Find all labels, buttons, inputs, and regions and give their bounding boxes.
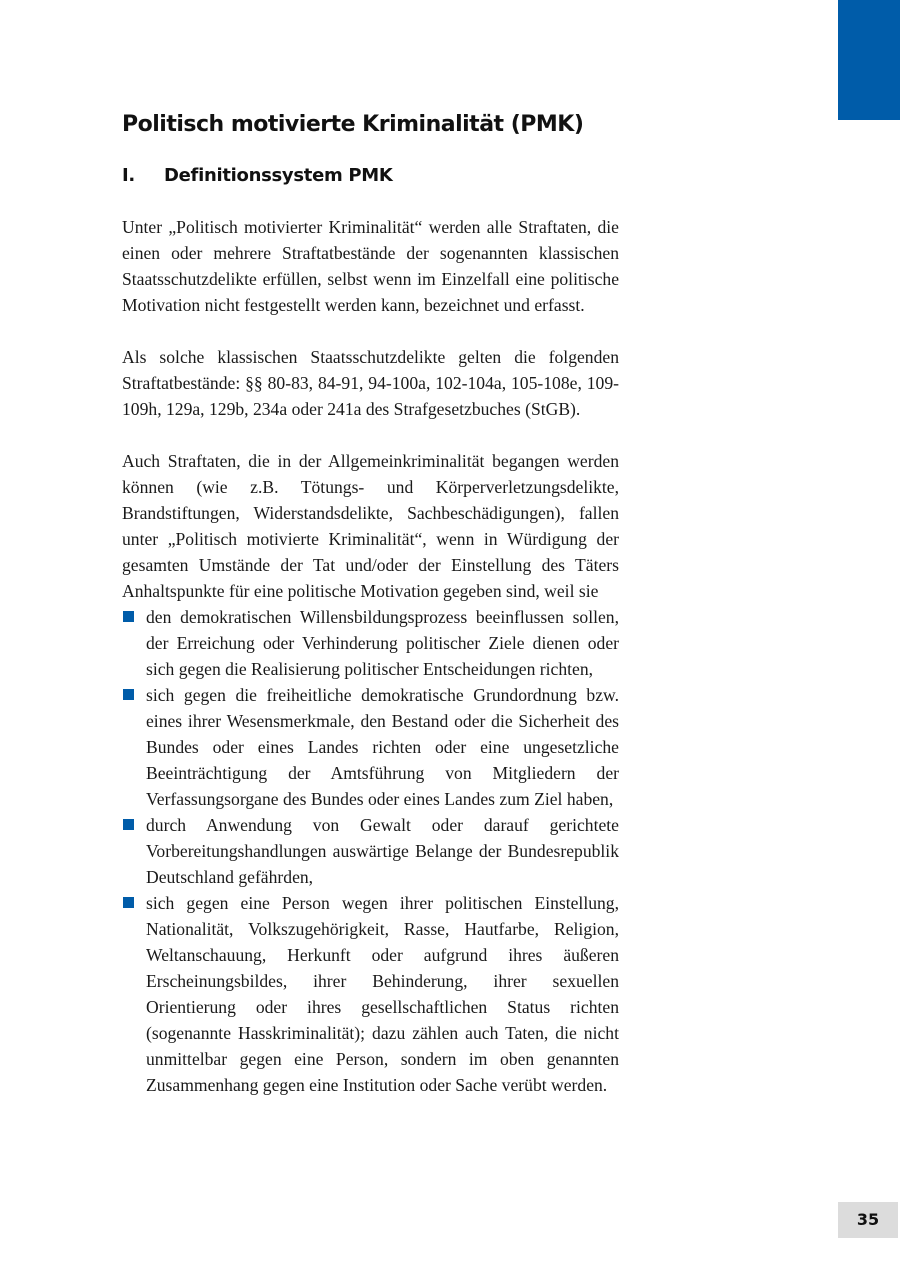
paragraph-general-crime: Auch Straftaten, die in der Allgemeinkriminalität begangen werden können (wie z.B. Tötungs- und Körperverletzungsdelikte, Brandstiftungen, Widerstandsdelikte, Sachbeschädigungen), fallen unter „Politisch motivierte Kriminalität“, wenn in Würdigung der gesamten Umstände der Tat und/oder der Einstellung des Täters Anhaltspunkte für eine politische Motivation gegeben sind, weil sie <box>122 451 619 601</box>
chapter-tab-marker <box>838 0 900 120</box>
list-item-text: sich gegen eine Person wegen ihrer politischen Einstellung, Nationalität, Volkszugehörigkeit, Rasse, Hautfarbe, Religion, Weltanschauung, Herkunft oder aufgrund ihres äußeren Erscheinungsbildes, ihrer Behinderung, ihrer sexuellen Orientierung oder ihres gesellschaftlichen Status richten (sogenannte Hasskriminalität); dazu zählen auch Taten, die nicht unmittelbar gegen eine Person, sondern im oben genannten Zusammenhang gegen eine Institution oder Sache verübt werden. <box>146 893 619 1095</box>
square-bullet-icon <box>123 819 134 830</box>
list-item <box>122 890 619 1098</box>
paragraph-statutes: Als solche klassischen Staatsschutzdelikte gelten die folgenden Straftatbestände: §§ 80-83, 84-91, 94-100a, 102-104a, 105-108e, 109-109h, 129a, 129b, 234a oder 241a des Strafgesetzbuches (StGB). <box>122 347 619 419</box>
motivation-list <box>122 604 619 1098</box>
square-bullet-icon <box>123 897 134 908</box>
list-item-text: sich gegen die freiheitliche demokratische Grundordnung bzw. eines ihrer Wesensmerkmale, den Bestand oder die Sicherheit des Bundes oder eines Landes richten oder eine ungesetzliche Beeinträchtigung der Amtsführung von Mitgliedern der Verfassungsorgane des Bundes oder eines Landes zum Ziel haben, <box>146 685 619 809</box>
list-item <box>122 682 619 812</box>
square-bullet-icon <box>123 689 134 700</box>
paragraph-definition: Unter „Politisch motivierter Kriminalität“ werden alle Straftaten, die einen oder mehrere Straftatbestände der sogenannten klassischen Staatsschutzdelikte erfüllen, selbst wenn im Einzelfall eine politische Motivation nicht festgestellt werden kann, bezeichnet und erfasst. <box>122 217 619 315</box>
list-item-text: den demokratischen Willensbildungsprozess beeinflussen sollen, der Erreichung oder Verhinderung politischer Ziele dienen oder sich gegen die Realisierung politischer Entscheidungen richten, <box>146 607 619 679</box>
list-item <box>122 812 619 890</box>
page-title: Politisch motivierte Kriminalität (PMK) <box>122 112 584 137</box>
page-content <box>122 112 619 1098</box>
page-number: 35 <box>838 1202 898 1238</box>
square-bullet-icon <box>123 611 134 622</box>
list-item <box>122 604 619 682</box>
section-number: I. <box>122 165 135 186</box>
list-item-text: durch Anwendung von Gewalt oder darauf gerichtete Vorbereitungshandlungen auswärtige Belange der Bundesrepublik Deutschland gefährden, <box>146 815 619 887</box>
section-title: Definitionssystem PMK <box>164 165 393 186</box>
section-heading <box>122 165 619 186</box>
